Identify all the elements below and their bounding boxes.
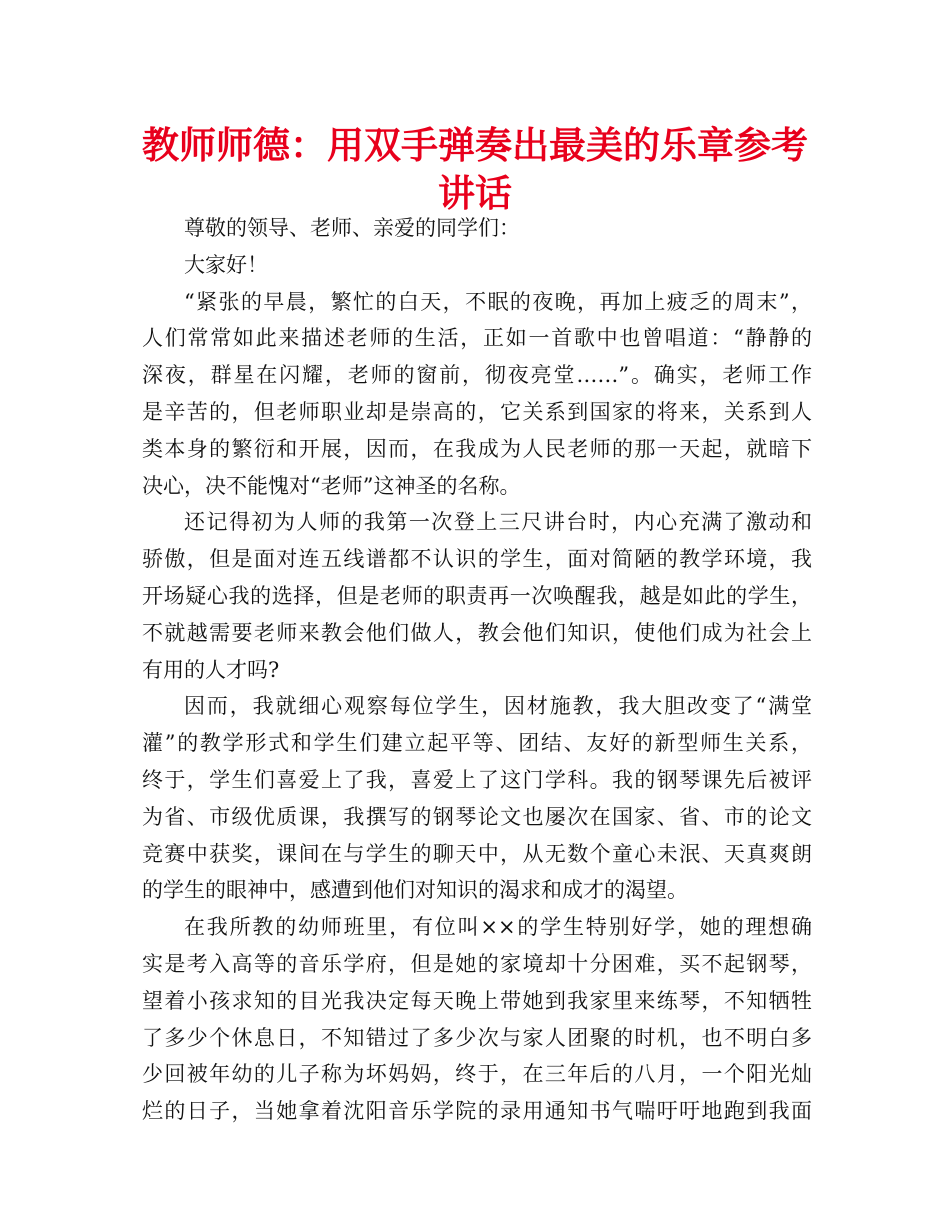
- text-line: 的学生的眼神中，感遭到他们对知识的渴求和成才的渴望。: [142, 878, 688, 903]
- text-line: 人们常常如此来描述老师的生活，正如一首歌中也曾唱道：“静静的: [142, 326, 812, 351]
- page-title: [140, 122, 810, 218]
- text-line: 终于，学生们喜爱上了我，喜爱上了这门学科。我的钢琴课先后被评: [142, 767, 812, 792]
- text-line: 还记得初为人师的我第一次登上三尺讲台时，内心充满了激动和: [184, 510, 812, 535]
- greeting-paragraph: [142, 247, 812, 284]
- title-line: 教师师德：用双手弹奏出最美的乐章参考: [142, 124, 808, 167]
- text-line: 尊敬的领导、老师、亲爱的同学们：: [184, 216, 520, 240]
- body-paragraph: [142, 284, 812, 505]
- title-line: 讲话: [438, 172, 512, 215]
- text-line: 开场疑心我的选择，但是老师的职责再一次唤醒我，越是如此的学生，: [142, 583, 812, 608]
- salutation-paragraph: [142, 210, 812, 247]
- text-line: 竞赛中获奖，课间在与学生的聊天中，从无数个童心未泯、天真爽朗: [142, 841, 812, 866]
- text-line: 是辛苦的，但老师职业却是崇高的，它关系到国家的将来，关系到人: [142, 399, 812, 424]
- text-line: 不就越需要老师来教会他们做人，教会他们知识，使他们成为社会上: [142, 620, 812, 645]
- body-paragraph: [142, 688, 812, 909]
- document-body: [142, 210, 812, 1130]
- text-line: 了多少个休息日，不知错过了多少次与家人团聚的时机，也不明白多: [142, 1025, 812, 1050]
- text-line: 类本身的繁衍和开展，因而，在我成为人民老师的那一天起，就暗下: [142, 436, 812, 461]
- text-line: 骄傲，但是面对连五线谱都不认识的学生，面对简陋的教学环境，我: [142, 547, 812, 572]
- text-line: 少回被年幼的儿子称为坏妈妈，终于，在三年后的八月，一个阳光灿: [142, 1062, 812, 1087]
- text-line: 有用的人才吗?: [142, 657, 280, 682]
- text-line: 灌”的教学形式和学生们建立起平等、团结、友好的新型师生关系，: [142, 731, 812, 756]
- text-line: 决心，决不能愧对“老师”这神圣的名称。: [142, 473, 521, 498]
- text-line: “紧张的早晨，繁忙的白天，不眠的夜晚，再加上疲乏的周末”，: [184, 289, 812, 314]
- body-paragraph: [142, 504, 812, 688]
- text-line: 望着小孩求知的目光我决定每天晚上带她到我家里来练琴，不知牺牲: [142, 988, 812, 1013]
- text-line: 在我所教的幼师班里，有位叫××的学生特别好学，她的理想确: [184, 915, 812, 940]
- text-line: 因而，我就细心观察每位学生，因材施教，我大胆改变了“满堂: [184, 694, 812, 719]
- body-paragraph: [142, 909, 812, 1130]
- text-line: 深夜，群星在闪耀，老师的窗前，彻夜亮堂……”。确实，老师工作: [142, 363, 812, 388]
- text-line: 烂的日子，当她拿着沈阳音乐学院的录用通知书气喘吁吁地跑到我面: [142, 1099, 812, 1124]
- text-line: 实是考入高等的音乐学府，但是她的家境却十分困难，买不起钢琴，: [142, 951, 812, 976]
- text-line: 为省、市级优质课，我撰写的钢琴论文也屡次在国家、省、市的论文: [142, 804, 812, 829]
- text-line: 大家好！: [184, 252, 268, 277]
